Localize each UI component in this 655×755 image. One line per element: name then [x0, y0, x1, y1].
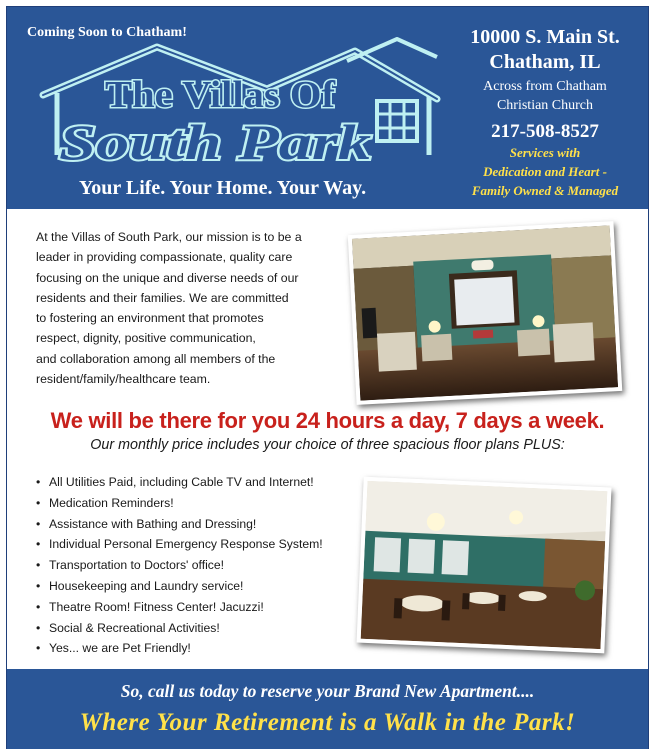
- services-line-2: Dedication and Heart -: [483, 164, 607, 179]
- logo-line-2: South Park: [59, 114, 371, 170]
- pricing-subline: Our monthly price includes your choice of three spacious floor plans PLUS:: [90, 437, 565, 453]
- contact-block: [445, 25, 645, 200]
- list-item: • Individual Personal Emergency Response System!: [36, 534, 323, 555]
- list-item: • Social & Recreational Activities!: [36, 618, 323, 639]
- services-line-1: Services with: [509, 145, 581, 160]
- coming-soon-text: Coming Soon to Chatham!: [27, 25, 187, 40]
- landmark-line-2: Christian Church: [496, 98, 594, 113]
- list-item: • Medication Reminders!: [36, 493, 323, 514]
- header-banner: [7, 7, 648, 209]
- list-item: • Theatre Room! Fitness Center! Jacuzzi!: [36, 597, 323, 618]
- services-line-3: Family Owned & Managed: [471, 183, 619, 198]
- list-item: • Transportation to Doctors' office!: [36, 555, 323, 576]
- logo-line-1: The Villas Of: [105, 74, 337, 116]
- lounge-photo: [348, 221, 623, 405]
- mission-statement: At the Villas of South Park, our mission is to be a leader in providing compassionate, quality care focusing on the unique and diverse needs of our residents and their families. We are committed to fostering an environment that promotes respect, dignity, positive communication, and collaboration among all members of the resident/family/healthcare team.: [36, 230, 302, 387]
- dining-room-photo: [356, 477, 611, 654]
- footer-banner: [7, 669, 648, 749]
- address-city: Chatham, IL: [489, 51, 601, 73]
- slogan: Where Your Retirement is a Walk in the Park!: [79, 709, 576, 736]
- list-item: • Housekeeping and Laundry service!: [36, 576, 323, 597]
- tagline: Your Life. Your Home. Your Way.: [79, 177, 367, 199]
- address-street: 10000 S. Main St.: [470, 26, 620, 48]
- feature-list: [36, 472, 323, 659]
- availability-headline: We will be there for you 24 hours a day, 7 days a week.: [50, 408, 605, 433]
- list-item: • Assistance with Bathing and Dressing!: [36, 514, 323, 535]
- list-item: • Yes... we are Pet Friendly!: [36, 638, 323, 659]
- villas-logo: [37, 37, 447, 177]
- landmark-line-1: Across from Chatham: [483, 79, 607, 94]
- call-to-action: So, call us today to reserve your Brand New Apartment....: [120, 681, 535, 701]
- phone-number[interactable]: 217-508-8527: [491, 121, 599, 142]
- window-icon: [377, 101, 417, 141]
- list-item: • All Utilities Paid, including Cable TV and Internet!: [36, 472, 323, 493]
